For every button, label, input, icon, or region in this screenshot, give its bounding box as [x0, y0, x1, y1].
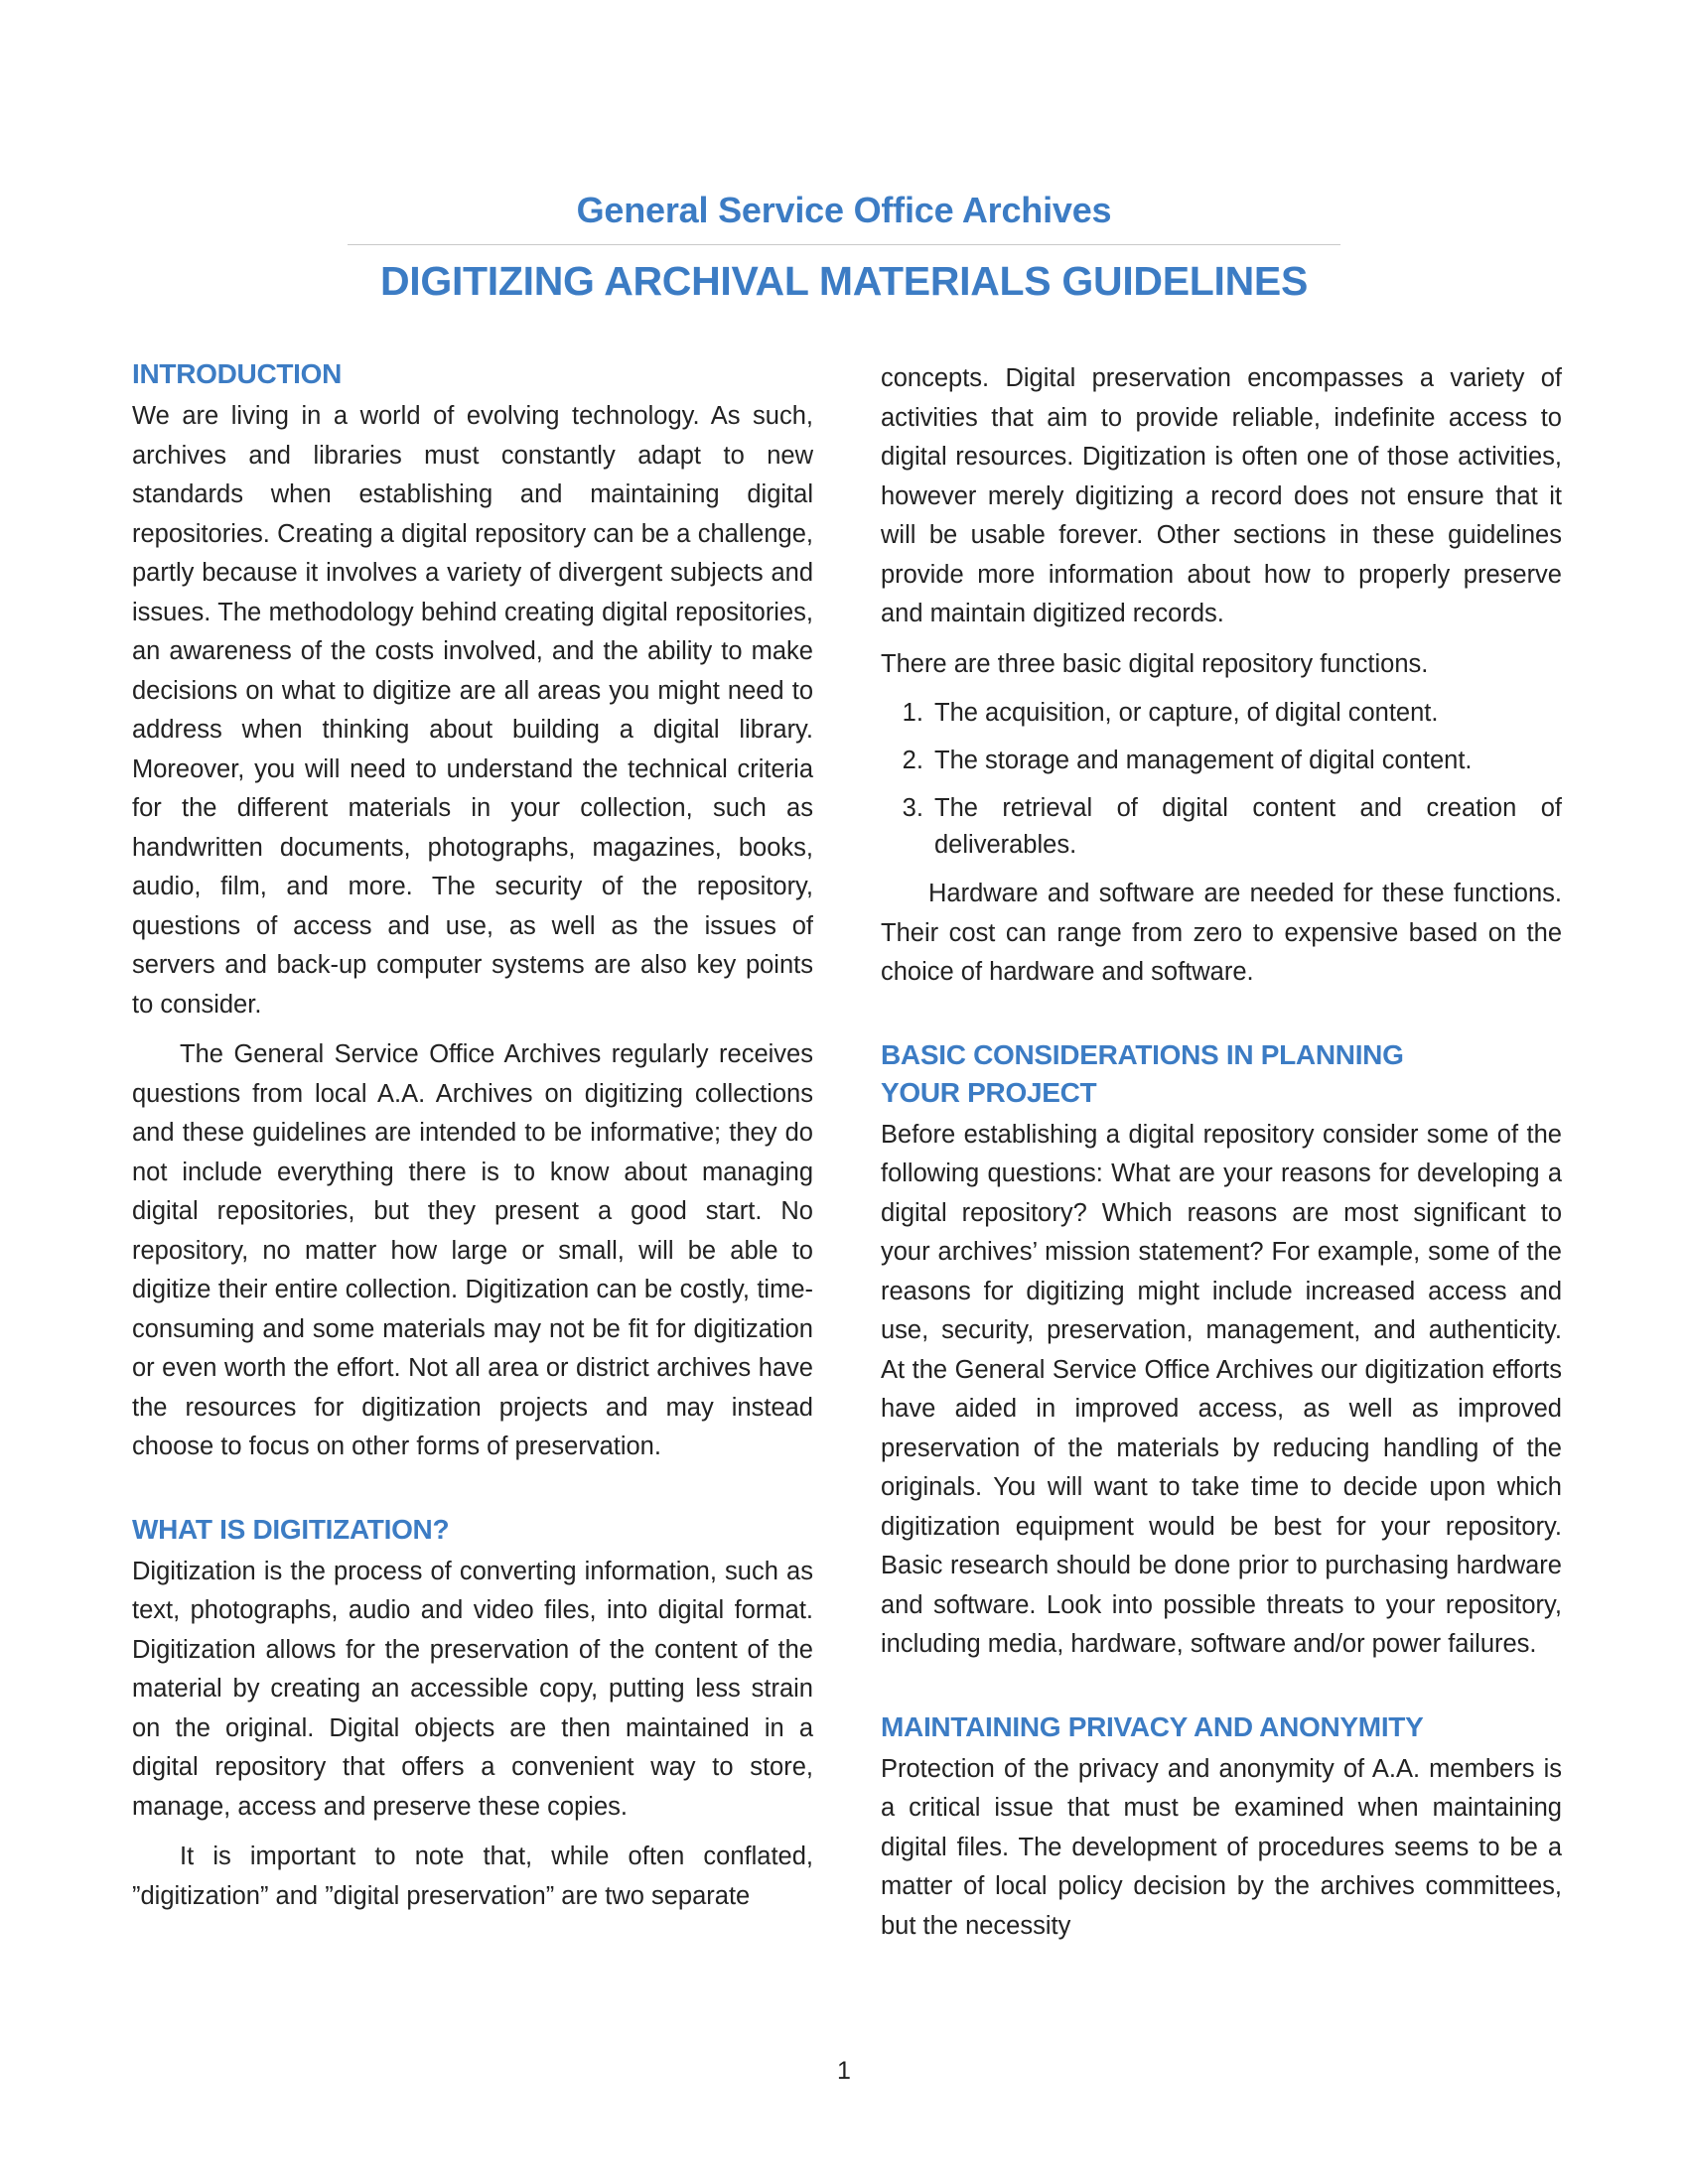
list-item: 3. The retrieval of digital content and creation of deliverables.: [930, 790, 1562, 864]
section-introduction: [132, 355, 813, 1467]
introduction-paragraph-2: The General Service Office Archives regularly receives questions from local A.A. Archives on digitizing collections and these guidelines are intended to be informative; they do not include everything there is to know about managing digital repositories, but they present a good start. No repository, no matter how large or small, will be able to digitize their entire collection. Digitization can be costly, time-consuming and some materials may not be fit for digitization or even worth the effort. Not all area or district archives have the resources for digitization projects and may instead choose to focus on other forms of preservation.: [132, 1040, 813, 1460]
section-heading-introduction: INTRODUCTION: [132, 358, 343, 389]
section-heading-basic-considerations: [881, 1036, 1562, 1112]
digitization-paragraph-2: It is important to note that, while often conflated, ”digitization” and ”digital preservation” are two separate: [132, 1843, 813, 1910]
document-title: DIGITIZING ARCHIVAL MATERIALS GUIDELINES: [379, 258, 1309, 304]
right-column: [881, 359, 1562, 1946]
heading-line-1: BASIC CONSIDERATIONS IN PLANNING: [881, 1038, 1404, 1070]
section-what-is-digitization: [132, 1511, 813, 1917]
document-subtitle: General Service Office Archives: [576, 190, 1112, 230]
list-item: 1. The acquisition, or capture, of digital content.: [930, 695, 1562, 732]
document-header: [0, 189, 1688, 305]
introduction-paragraph-1: We are living in a world of evolving technology. As such, archives and libraries must constantly adapt to new standards when establishing and maintaining digital repositories. Creating a digital repository can be a challenge, partly because it involves a variety of divergent subjects and issues. The methodology behind creating digital repositories, an awareness of the costs involved, and the ability to make decisions on what to digitize are all areas you might need to address when thinking about building a digital library. Moreover, you will need to understand the technical criteria for the different materials in your collection, such as handwritten documents, photographs, magazines, books, audio, film, and more. The security of the repository, questions of access and use, as well as the issues of servers and back-up computer systems are also key points to consider.: [132, 402, 813, 1019]
section-privacy: [881, 1708, 1562, 1947]
privacy-paragraph: Protection of the privacy and anonymity of A.A. members is a critical issue that must be examined when maintaining digital files. The development of procedures seems to be a matter of local policy decision by the archives committees, but the necessity: [881, 1754, 1562, 1940]
section-heading-privacy: MAINTAINING PRIVACY AND ANONYMITY: [881, 1710, 1424, 1742]
heading-line-2: YOUR PROJECT: [881, 1076, 1097, 1108]
header-divider: [348, 244, 1340, 245]
section-heading-what-is-digitization: WHAT IS DIGITIZATION?: [132, 1513, 450, 1545]
basic-considerations-paragraph: Before establishing a digital repository consider some of the following questions: What are your reasons for developing a digital repository? Which reasons are most significant to your archives’ mission statement? For example, some of the reasons for digitizing might include increased access and use, security, preservation, management, and authenticity. At the General Service Office Archives our digitization efforts have aided in improved access, as well as improved preservation of the materials by reducing handling of the originals. You will want to take time to decide upon which digitization equipment would be best for your repository. Basic research should be done prior to purchasing hardware and software. Look into possible threats to your repository, including media, hardware, software and/or power failures.: [881, 1120, 1562, 1658]
digitization-paragraph-1: Digitization is the process of converting information, such as text, photographs, audio and video files, into digital format. Digitization allows for the preservation of the content of the material by creating an accessible copy, putting less strain on the original. Digital objects are then maintained in a digital repository that offers a convenient way to store, manage, access and preserve these copies.: [132, 1557, 813, 1821]
functions-list: [881, 695, 1562, 864]
page-number: 1: [837, 2057, 851, 2085]
left-column: [132, 355, 813, 1916]
section-basic-considerations: [881, 1036, 1562, 1665]
functions-note: Hardware and software are needed for these functions. Their cost can range from zero to expensive based on the choice of hardware and software.: [881, 880, 1562, 986]
digitization-paragraph-continued: concepts. Digital preservation encompasses a variety of activities that aim to provide reliable, indefinite access to digital resources. Digitization is often one of those activities, however merely digitizing a record does not ensure that it will be usable forever. Other sections in these guidelines provide more information about how to properly preserve and maintain digitized records.: [881, 364, 1562, 627]
functions-intro: There are three basic digital repository functions.: [881, 649, 1429, 678]
list-item: 2. The storage and management of digital content.: [930, 743, 1562, 779]
